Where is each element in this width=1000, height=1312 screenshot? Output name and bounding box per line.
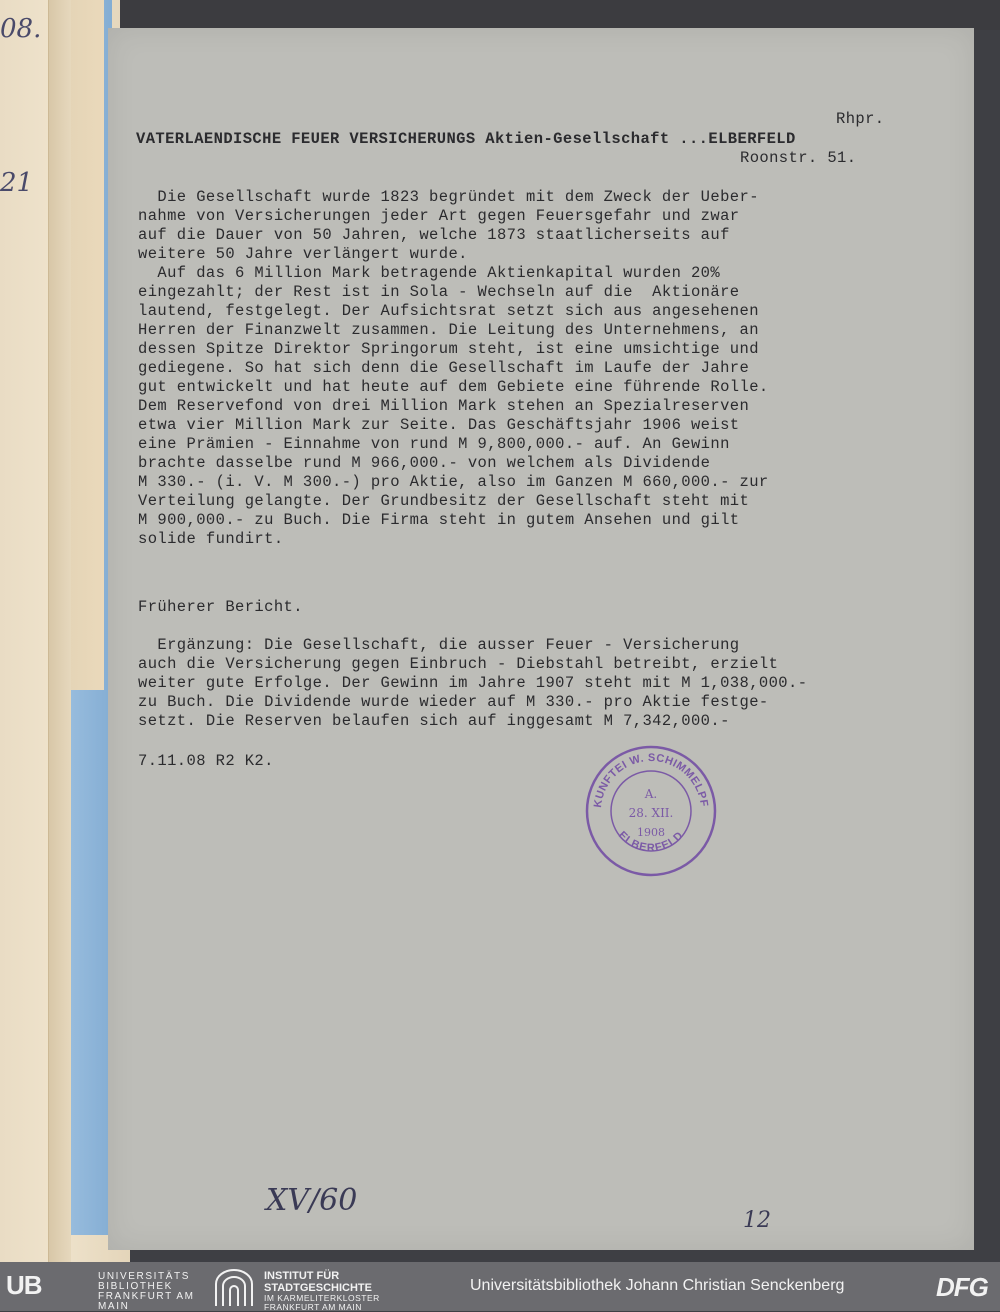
isg-logo[interactable] [212, 1266, 432, 1312]
earlier-report-label: Früherer Bericht. [138, 598, 303, 616]
isg-name [264, 1270, 380, 1312]
stamp-line-3: 1908 [637, 826, 665, 839]
isg-line-2: STADTGESCHICHTE [264, 1282, 372, 1294]
ub-line-3: FRANKFURT AM MAIN [98, 1291, 195, 1312]
stamp-line-1: A. [644, 787, 658, 801]
arch-icon [212, 1268, 256, 1306]
reference-code: Rhpr. [836, 110, 885, 128]
handwritten-shelfmark: XV/60 [266, 1183, 358, 1218]
binder-edge [48, 0, 71, 1262]
isg-line-4: FRANKFURT AM MAIN [264, 1302, 362, 1312]
company-heading: VATERLAENDISCHE FEUER VERSICHERUNGS Aktien-Gesellschaft ...ELBERFELD [136, 130, 796, 148]
company-address: Roonstr. 51. [740, 149, 857, 167]
stamp-bottom-text: ELBERFELD [615, 829, 687, 855]
handwritten-page-number: 12 [743, 1208, 771, 1233]
dfg-logo[interactable]: DFG [936, 1272, 988, 1302]
ub-name [98, 1272, 206, 1312]
ub-line-2: BIBLIOTHEK [98, 1281, 173, 1292]
isg-line-1: INSTITUT FÜR [264, 1270, 340, 1282]
ub-line-1: UNIVERSITÄTS [98, 1271, 190, 1282]
schimmelpfeng-stamp [584, 744, 718, 878]
stamp-line-2: 28. XII. [628, 806, 674, 820]
scan-background [120, 0, 1000, 30]
library-credit: Universitätsbibliothek Johann Christian Senckenberg [470, 1277, 845, 1294]
ub-mark: UB [6, 1270, 42, 1300]
footer-bar [0, 1262, 1000, 1311]
stamp-ring-text: KUNFTEI W. SCHIMMELPF [592, 751, 710, 809]
isg-line-3: IM KARMELITERKLOSTER [264, 1293, 380, 1303]
report-body: Die Gesellschaft wurde 1823 begründet mit dem Zweck der Ueber- nahme von Versicherungen jeder Art gegen Feuersgefahr und zwar auf die Dauer von 50 Jahren, welche 1873 staatlicherseits auf weitere 50 Jahre verlängert wurde. Auf das 6 Million Mark betragende Aktienkapital wurden 20% eingezahlt; der Rest ist in Sola - Wechseln auf die Aktionäre lautend, festgelegt. Der Aufsichtsrat setzt sich aus angesehenen Herren der Finanzwelt zusammen. Die Leitung des Unternehmens, an dessen Spitze Direktor Springorum steht, ist eine umsichtige und gediegene. So hat sich denn die Gesellschaft im Laufe der Jahre gut entwickelt und hat heute auf dem Gebiete eine führende Rolle. Dem Reservefond von drei Million Mark stehen an Spezialreserven etwa vier Million Mark zur Seite. Das Geschäftsjahr 1906 weist eine Prämien - Einnahme von rund M 9,800,000.- auf. An Gewinn brachte dasselbe rund M 966,000.- von welchem als Dividende M 330.- (i. V. M 300.-) pro Aktie, also im Ganzen M 660,000.- zur Verteilung gelangte. Der Grundbesitz der Gesellschaft steht mit M 900,000.- zu Buch. Die Firma steht in gutem Ansehen und gilt solide fundirt. [138, 188, 769, 548]
binder-mark-top: 08. [0, 14, 42, 44]
supplement-paragraph: Ergänzung: Die Gesellschaft, die ausser Feuer - Versicherung auch die Versicherung gegen Einbruch - Diebstahl betreibt, erzielt weiter gute Erfolge. Der Gewinn im Jahre 1907 steht mit M 1,038,000.- zu Buch. Die Dividende wurde wieder auf M 330.- pro Aktie festge- setzt. Die Reserven belaufen sich auf inggesamt M 7,342,000.- [138, 636, 808, 730]
document-sheet [108, 28, 974, 1250]
binder-mark-mid: 21 [0, 168, 34, 198]
ub-logo[interactable] [6, 1268, 206, 1312]
date-code: 7.11.08 R2 K2. [138, 752, 274, 770]
